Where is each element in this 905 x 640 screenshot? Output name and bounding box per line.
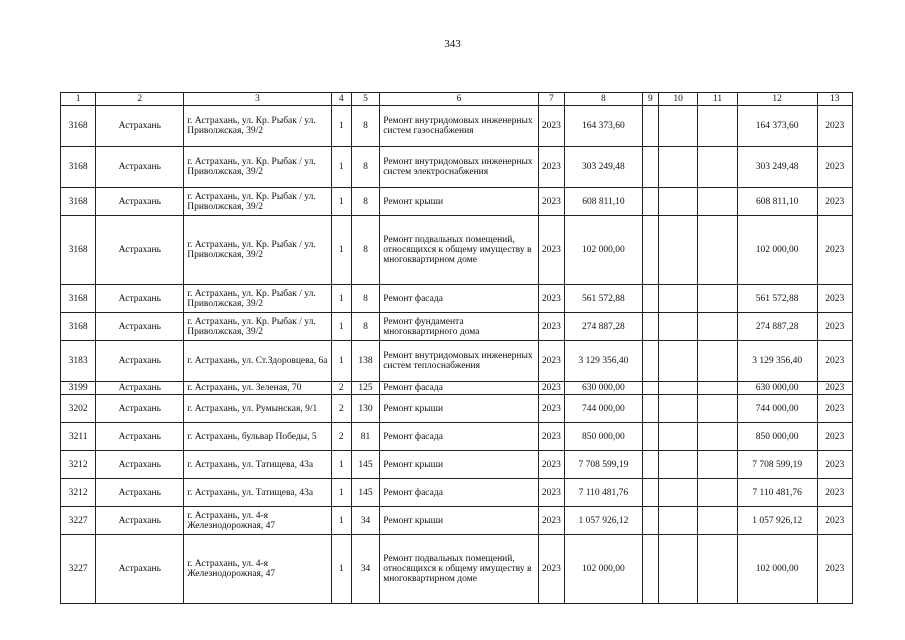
address-cell: г. Астрахань, ул. Кр. Рыбак / ул. Приволжская, 39/2 <box>184 188 331 216</box>
city-cell: Астрахань <box>96 285 184 313</box>
total-cost-cell: 608 811,10 <box>737 188 817 216</box>
col4-cell: 1 <box>331 285 351 313</box>
work-type-cell: Ремонт фасада <box>380 423 539 451</box>
work-type-cell: Ремонт крыши <box>380 451 539 479</box>
col4-cell: 1 <box>331 188 351 216</box>
column-header: 6 <box>380 93 539 106</box>
house-id-cell: 3202 <box>61 395 96 423</box>
col9-cell <box>642 382 658 395</box>
address-cell: г. Астрахань, ул. Татищева, 43а <box>184 451 331 479</box>
table-row <box>61 451 853 479</box>
address-cell: г. Астрахань, ул. 4-я Железнодорожная, 47 <box>184 535 331 604</box>
total-cost-cell: 1 057 926,12 <box>737 507 817 535</box>
total-cost-cell: 102 000,00 <box>737 216 817 285</box>
house-id-cell: 3168 <box>61 216 96 285</box>
header-row <box>61 93 853 106</box>
page-number: 343 <box>444 38 461 50</box>
table-row <box>61 106 853 147</box>
col5-cell: 8 <box>351 313 379 341</box>
col11-cell <box>698 285 737 313</box>
col10-cell <box>658 535 697 604</box>
end-year-cell: 2023 <box>817 341 852 382</box>
end-year-cell: 2023 <box>817 147 852 188</box>
col5-cell: 125 <box>351 382 379 395</box>
end-year-cell: 2023 <box>817 535 852 604</box>
cost-cell: 744 000,00 <box>565 395 643 423</box>
col5-cell: 145 <box>351 451 379 479</box>
year-cell: 2023 <box>538 106 564 147</box>
col10-cell <box>658 507 697 535</box>
col11-cell <box>698 313 737 341</box>
column-header: 8 <box>565 93 643 106</box>
table-row <box>61 535 853 604</box>
city-cell: Астрахань <box>96 341 184 382</box>
house-id-cell: 3168 <box>61 188 96 216</box>
end-year-cell: 2023 <box>817 188 852 216</box>
cost-cell: 303 249,48 <box>565 147 643 188</box>
col11-cell <box>698 147 737 188</box>
year-cell: 2023 <box>538 423 564 451</box>
cost-cell: 7 708 599,19 <box>565 451 643 479</box>
column-header: 9 <box>642 93 658 106</box>
col10-cell <box>658 423 697 451</box>
end-year-cell: 2023 <box>817 395 852 423</box>
col5-cell: 145 <box>351 479 379 507</box>
work-type-cell: Ремонт внутридомовых инженерных систем электроснабжения <box>380 147 539 188</box>
col11-cell <box>698 382 737 395</box>
column-header: 2 <box>96 93 184 106</box>
col11-cell <box>698 479 737 507</box>
address-cell: г. Астрахань, ул. Ст.Здоровцева, 6а <box>184 341 331 382</box>
table-row <box>61 382 853 395</box>
year-cell: 2023 <box>538 188 564 216</box>
year-cell: 2023 <box>538 147 564 188</box>
table-row <box>61 188 853 216</box>
address-cell: г. Астрахань, ул. Кр. Рыбак / ул. Приволжская, 39/2 <box>184 313 331 341</box>
col4-cell: 1 <box>331 106 351 147</box>
city-cell: Астрахань <box>96 313 184 341</box>
col10-cell <box>658 395 697 423</box>
col9-cell <box>642 507 658 535</box>
col5-cell: 34 <box>351 507 379 535</box>
work-type-cell: Ремонт крыши <box>380 188 539 216</box>
city-cell: Астрахань <box>96 423 184 451</box>
col9-cell <box>642 106 658 147</box>
year-cell: 2023 <box>538 382 564 395</box>
work-type-cell: Ремонт фасада <box>380 479 539 507</box>
address-cell: г. Астрахань, ул. Кр. Рыбак / ул. Приволжская, 39/2 <box>184 216 331 285</box>
cost-cell: 630 000,00 <box>565 382 643 395</box>
col5-cell: 8 <box>351 106 379 147</box>
end-year-cell: 2023 <box>817 313 852 341</box>
col10-cell <box>658 451 697 479</box>
column-header: 7 <box>538 93 564 106</box>
total-cost-cell: 164 373,60 <box>737 106 817 147</box>
work-type-cell: Ремонт фундамента многоквартирного дома <box>380 313 539 341</box>
cost-cell: 102 000,00 <box>565 535 643 604</box>
total-cost-cell: 274 887,28 <box>737 313 817 341</box>
year-cell: 2023 <box>538 285 564 313</box>
col9-cell <box>642 535 658 604</box>
end-year-cell: 2023 <box>817 507 852 535</box>
total-cost-cell: 7 110 481,76 <box>737 479 817 507</box>
address-cell: г. Астрахань, ул. Татищева, 43а <box>184 479 331 507</box>
city-cell: Астрахань <box>96 188 184 216</box>
city-cell: Астрахань <box>96 147 184 188</box>
house-id-cell: 3227 <box>61 535 96 604</box>
cost-cell: 274 887,28 <box>565 313 643 341</box>
year-cell: 2023 <box>538 507 564 535</box>
col5-cell: 138 <box>351 341 379 382</box>
house-id-cell: 3183 <box>61 341 96 382</box>
house-id-cell: 3211 <box>61 423 96 451</box>
col4-cell: 1 <box>331 507 351 535</box>
total-cost-cell: 850 000,00 <box>737 423 817 451</box>
address-cell: г. Астрахань, ул. Кр. Рыбак / ул. Приволжская, 39/2 <box>184 285 331 313</box>
col5-cell: 8 <box>351 147 379 188</box>
col9-cell <box>642 313 658 341</box>
col11-cell <box>698 451 737 479</box>
col9-cell <box>642 147 658 188</box>
address-cell: г. Астрахань, ул. Кр. Рыбак / ул. Приволжская, 39/2 <box>184 147 331 188</box>
work-type-cell: Ремонт фасада <box>380 382 539 395</box>
cost-cell: 608 811,10 <box>565 188 643 216</box>
cost-cell: 850 000,00 <box>565 423 643 451</box>
year-cell: 2023 <box>538 216 564 285</box>
table-row <box>61 285 853 313</box>
col4-cell: 2 <box>331 395 351 423</box>
cost-cell: 164 373,60 <box>565 106 643 147</box>
house-id-cell: 3168 <box>61 147 96 188</box>
cost-cell: 7 110 481,76 <box>565 479 643 507</box>
col4-cell: 1 <box>331 147 351 188</box>
city-cell: Астрахань <box>96 395 184 423</box>
end-year-cell: 2023 <box>817 106 852 147</box>
col4-cell: 1 <box>331 313 351 341</box>
col9-cell <box>642 395 658 423</box>
house-id-cell: 3168 <box>61 313 96 341</box>
col4-cell: 1 <box>331 479 351 507</box>
col4-cell: 2 <box>331 423 351 451</box>
end-year-cell: 2023 <box>817 285 852 313</box>
col4-cell: 1 <box>331 341 351 382</box>
total-cost-cell: 102 000,00 <box>737 535 817 604</box>
col10-cell <box>658 313 697 341</box>
cost-cell: 3 129 356,40 <box>565 341 643 382</box>
column-header: 11 <box>698 93 737 106</box>
table-row <box>61 479 853 507</box>
address-cell: г. Астрахань, ул. Румынская, 9/1 <box>184 395 331 423</box>
house-id-cell: 3199 <box>61 382 96 395</box>
total-cost-cell: 561 572,88 <box>737 285 817 313</box>
address-cell: г. Астрахань, бульвар Победы, 5 <box>184 423 331 451</box>
cost-cell: 561 572,88 <box>565 285 643 313</box>
city-cell: Астрахань <box>96 106 184 147</box>
col4-cell: 1 <box>331 535 351 604</box>
col11-cell <box>698 188 737 216</box>
col4-cell: 1 <box>331 451 351 479</box>
work-type-cell: Ремонт фасада <box>380 285 539 313</box>
col10-cell <box>658 285 697 313</box>
house-id-cell: 3212 <box>61 479 96 507</box>
col10-cell <box>658 147 697 188</box>
work-type-cell: Ремонт крыши <box>380 507 539 535</box>
col11-cell <box>698 216 737 285</box>
col9-cell <box>642 216 658 285</box>
col4-cell: 1 <box>331 216 351 285</box>
address-cell: г. Астрахань, ул. Зеленая, 70 <box>184 382 331 395</box>
table-row <box>61 147 853 188</box>
column-header: 3 <box>184 93 331 106</box>
table-row <box>61 341 853 382</box>
end-year-cell: 2023 <box>817 216 852 285</box>
col5-cell: 8 <box>351 285 379 313</box>
year-cell: 2023 <box>538 479 564 507</box>
col9-cell <box>642 188 658 216</box>
total-cost-cell: 7 708 599,19 <box>737 451 817 479</box>
column-header: 1 <box>61 93 96 106</box>
address-cell: г. Астрахань, ул. Кр. Рыбак / ул. Приволжская, 39/2 <box>184 106 331 147</box>
col9-cell <box>642 341 658 382</box>
total-cost-cell: 3 129 356,40 <box>737 341 817 382</box>
col9-cell <box>642 479 658 507</box>
work-type-cell: Ремонт подвальных помещений, относящихся к общему имуществу в многоквартирном доме <box>380 535 539 604</box>
address-cell: г. Астрахань, ул. 4-я Железнодорожная, 47 <box>184 507 331 535</box>
column-header: 12 <box>737 93 817 106</box>
col11-cell <box>698 535 737 604</box>
end-year-cell: 2023 <box>817 451 852 479</box>
work-type-cell: Ремонт внутридомовых инженерных систем газоснабжения <box>380 106 539 147</box>
col5-cell: 8 <box>351 188 379 216</box>
col10-cell <box>658 106 697 147</box>
cost-cell: 1 057 926,12 <box>565 507 643 535</box>
col11-cell <box>698 395 737 423</box>
year-cell: 2023 <box>538 535 564 604</box>
col9-cell <box>642 285 658 313</box>
table-row <box>61 423 853 451</box>
col5-cell: 130 <box>351 395 379 423</box>
column-header: 5 <box>351 93 379 106</box>
work-type-cell: Ремонт крыши <box>380 395 539 423</box>
col11-cell <box>698 423 737 451</box>
city-cell: Астрахань <box>96 451 184 479</box>
col5-cell: 81 <box>351 423 379 451</box>
city-cell: Астрахань <box>96 382 184 395</box>
total-cost-cell: 630 000,00 <box>737 382 817 395</box>
col10-cell <box>658 341 697 382</box>
house-id-cell: 3168 <box>61 285 96 313</box>
column-header: 13 <box>817 93 852 106</box>
city-cell: Астрахань <box>96 479 184 507</box>
end-year-cell: 2023 <box>817 479 852 507</box>
repair-schedule-table <box>60 92 853 604</box>
table-row <box>61 395 853 423</box>
year-cell: 2023 <box>538 395 564 423</box>
year-cell: 2023 <box>538 313 564 341</box>
table-row <box>61 313 853 341</box>
column-header: 10 <box>658 93 697 106</box>
total-cost-cell: 744 000,00 <box>737 395 817 423</box>
end-year-cell: 2023 <box>817 382 852 395</box>
col9-cell <box>642 451 658 479</box>
col10-cell <box>658 479 697 507</box>
work-type-cell: Ремонт внутридомовых инженерных систем теплоснабжения <box>380 341 539 382</box>
col10-cell <box>658 216 697 285</box>
cost-cell: 102 000,00 <box>565 216 643 285</box>
work-type-cell: Ремонт подвальных помещений, относящихся к общему имуществу в многоквартирном доме <box>380 216 539 285</box>
col4-cell: 2 <box>331 382 351 395</box>
column-header: 4 <box>331 93 351 106</box>
city-cell: Астрахань <box>96 507 184 535</box>
table-row <box>61 507 853 535</box>
col11-cell <box>698 341 737 382</box>
city-cell: Астрахань <box>96 535 184 604</box>
total-cost-cell: 303 249,48 <box>737 147 817 188</box>
col9-cell <box>642 423 658 451</box>
col10-cell <box>658 188 697 216</box>
table-row <box>61 216 853 285</box>
house-id-cell: 3227 <box>61 507 96 535</box>
city-cell: Астрахань <box>96 216 184 285</box>
col11-cell <box>698 507 737 535</box>
year-cell: 2023 <box>538 341 564 382</box>
end-year-cell: 2023 <box>817 423 852 451</box>
col5-cell: 8 <box>351 216 379 285</box>
col11-cell <box>698 106 737 147</box>
house-id-cell: 3168 <box>61 106 96 147</box>
col10-cell <box>658 382 697 395</box>
house-id-cell: 3212 <box>61 451 96 479</box>
col5-cell: 34 <box>351 535 379 604</box>
year-cell: 2023 <box>538 451 564 479</box>
